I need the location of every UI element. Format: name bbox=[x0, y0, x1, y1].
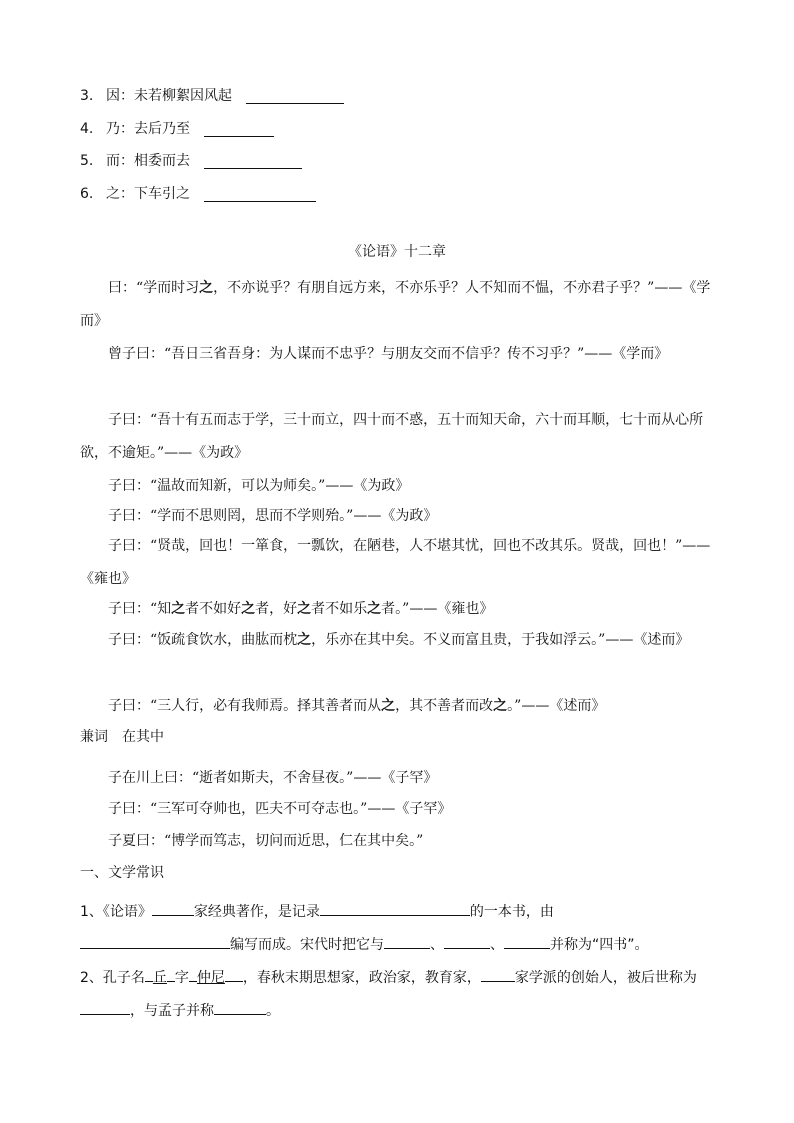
question-text: 编写而成。宋代时把它与 bbox=[230, 937, 384, 953]
bold-char: 之 bbox=[199, 280, 214, 296]
section-title: 《论语》十二章 bbox=[348, 244, 446, 260]
bold-char: 之 bbox=[367, 601, 382, 617]
question-text: 2、孔子名 bbox=[80, 970, 145, 986]
passage-10: 子在川上曰：“逝者如斯夫，不舍昼夜。”——《子罕》 bbox=[108, 770, 438, 786]
question-number: 4. bbox=[80, 121, 94, 137]
passage-5: 子曰：“学而不思则罔，思而不学则殆。”——《为政》 bbox=[108, 508, 438, 524]
question-number: 6. bbox=[80, 186, 94, 202]
passage-text: ，乐亦在其中矣。不义而富且贵，于我如浮云。”——《述而》 bbox=[311, 632, 690, 648]
answer-filled: 仲尼 bbox=[196, 970, 225, 986]
passage-text: 者。”——《雍也》 bbox=[381, 601, 494, 617]
question-text: ，春秋末期思想家，政治家，教育家， bbox=[242, 970, 481, 986]
passage-9 bbox=[80, 690, 716, 723]
answer-blank bbox=[189, 968, 197, 982]
answer-blank[interactable] bbox=[444, 935, 490, 949]
question-text: 。 bbox=[266, 1003, 280, 1019]
bold-char: 之 bbox=[297, 632, 312, 648]
passage-text: ，不亦说乎？有朋自远方来，不亦乐乎？人不知而不愠，不亦君子乎？”——《学而》 bbox=[80, 280, 711, 329]
answer-blank[interactable] bbox=[204, 187, 316, 202]
separator: 、 bbox=[490, 937, 504, 953]
passage-text: 曰：“学而时习 bbox=[108, 280, 200, 296]
question-text: 1、《论语》 bbox=[80, 904, 152, 920]
question-text: 并称为“四书”。 bbox=[550, 937, 649, 953]
question-text: 而：相委而去 bbox=[106, 153, 190, 169]
passage-2: 曾子曰：“吾日三省吾身：为人谋而不忠乎？与朋友交而不信乎？传不习乎？”——《学而》 bbox=[108, 346, 669, 362]
bold-char: 之 bbox=[493, 698, 508, 714]
question-number: 3. bbox=[80, 88, 94, 104]
answer-blank[interactable] bbox=[204, 154, 302, 169]
answer-blank bbox=[225, 968, 243, 982]
question-text: 家学派的创始人，被后世称为 bbox=[514, 970, 697, 986]
answer-blank[interactable] bbox=[204, 122, 274, 137]
bold-char: 之 bbox=[171, 601, 186, 617]
question-3 bbox=[80, 85, 344, 107]
passage-7 bbox=[80, 593, 716, 626]
answer-blank[interactable] bbox=[504, 935, 550, 949]
fill-question-1 bbox=[80, 896, 720, 962]
passage-text: 者不如好 bbox=[185, 601, 242, 617]
passage-text: 者不如乐 bbox=[311, 601, 368, 617]
answer-blank[interactable] bbox=[214, 1001, 266, 1015]
passage-text: 子曰：“知 bbox=[108, 601, 172, 617]
question-text: 家经典著作，是记录 bbox=[193, 904, 320, 920]
question-text: 乃：去后乃至 bbox=[106, 121, 190, 137]
passage-text: 。”——《述而》 bbox=[507, 698, 606, 714]
question-text: 之：下车引之 bbox=[106, 186, 190, 202]
bold-char: 之 bbox=[381, 698, 396, 714]
bold-char: 之 bbox=[297, 601, 312, 617]
question-text: 的一本书，由 bbox=[469, 904, 554, 920]
passage-8 bbox=[80, 624, 716, 657]
passage-12: 子夏曰：“博学而笃志，切问而近思，仁在其中矣。” bbox=[108, 833, 424, 849]
question-6 bbox=[80, 183, 316, 205]
passage-3: 子曰：“吾十有五而志于学，三十而立，四十而不惑，五十而知天命，六十而耳顺，七十而从心所欲，不逾矩。”——《为政》 bbox=[80, 412, 704, 461]
passage-1 bbox=[80, 272, 716, 338]
bold-char: 之 bbox=[241, 601, 256, 617]
question-text: 字 bbox=[174, 970, 189, 986]
passage-6: 子曰：“贤哉，回也！一箪食，一瓢饮，在陋巷，人不堪其忧，回也不改其乐。贤哉，回也！”——《雍也》 bbox=[80, 538, 711, 587]
passage-11: 子曰：“三军可夺帅也，匹夫不可夺志也。”——《子罕》 bbox=[108, 801, 452, 817]
answer-blank[interactable] bbox=[320, 902, 470, 916]
answer-blank[interactable] bbox=[246, 89, 344, 104]
passage-text: 子曰：“三人行，必有我师焉。择其善者而从 bbox=[108, 698, 382, 714]
answer-filled: 丘 bbox=[152, 970, 167, 986]
answer-blank[interactable] bbox=[152, 902, 194, 916]
question-5 bbox=[80, 150, 302, 172]
passage-text: 者，好 bbox=[255, 601, 298, 617]
answer-blank[interactable] bbox=[80, 935, 230, 949]
separator: 、 bbox=[430, 937, 444, 953]
fill-question-2 bbox=[80, 962, 720, 1028]
question-4 bbox=[80, 118, 274, 140]
question-text: ，与孟子并称 bbox=[130, 1003, 214, 1019]
section-heading: 一、文学常识 bbox=[80, 865, 164, 881]
question-text: 因：未若柳絮因风起 bbox=[106, 88, 232, 104]
answer-blank[interactable] bbox=[80, 1001, 130, 1015]
passage-text: ，其不善者而改 bbox=[395, 698, 494, 714]
answer-blank[interactable] bbox=[481, 968, 515, 982]
annotation-note: 兼词 在其中 bbox=[80, 729, 164, 745]
answer-blank bbox=[145, 968, 153, 982]
passage-text: 子曰：“饭疏食饮水，曲肱而枕 bbox=[108, 632, 298, 648]
question-number: 5. bbox=[80, 153, 94, 169]
answer-blank bbox=[167, 968, 175, 982]
answer-blank[interactable] bbox=[384, 935, 430, 949]
passage-4: 子曰：“温故而知新，可以为师矣。”——《为政》 bbox=[108, 478, 410, 494]
